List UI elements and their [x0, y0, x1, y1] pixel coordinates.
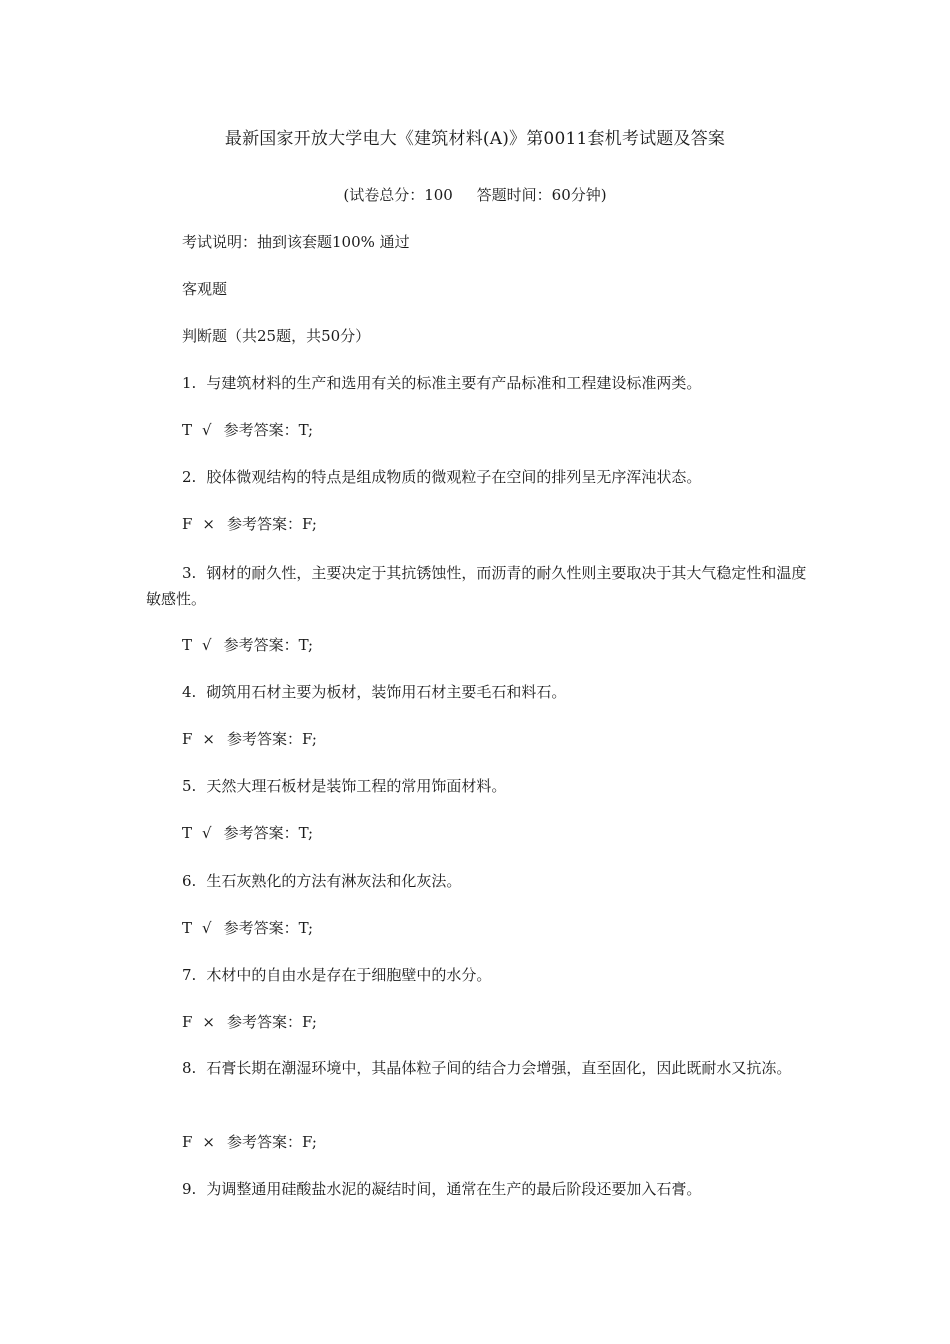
reference-answer: 参考答案：F;: [227, 1133, 317, 1151]
answer-tf: F: [182, 1133, 193, 1151]
question-3: [146, 560, 814, 612]
exam-note: 考试说明：抽到该套题100% 通过: [182, 233, 410, 251]
answer-6: [182, 917, 313, 939]
cross-icon: ×: [202, 730, 215, 748]
check-icon: √: [202, 824, 212, 842]
cross-icon: ×: [202, 515, 215, 533]
answer-1: [182, 419, 313, 441]
question-text: 石膏长期在潮湿环境中，其晶体粒子间的结合力会增强，直至固化，因此既耐水又抗冻。: [206, 1059, 792, 1077]
question-7: [182, 964, 491, 986]
answer-tf: F: [182, 1013, 193, 1031]
answer-2: [182, 513, 317, 535]
reference-answer: 参考答案：F;: [227, 515, 317, 533]
exam-meta: (试卷总分：100 答题时间：60分钟): [343, 186, 607, 204]
question-6: [182, 870, 461, 892]
document-title: 最新国家开放大学电大《建筑材料(A)》第0011套机考试题及答案: [224, 129, 726, 149]
question-4: [182, 681, 566, 703]
question-1: [182, 372, 701, 394]
question-number: 1.: [182, 374, 197, 392]
question-number: 9.: [182, 1180, 197, 1198]
question-text: 钢材的耐久性，主要决定于其抗锈蚀性，而沥青的耐久性则主要取决于其大气稳定性和温度敏感性。: [146, 564, 807, 608]
question-text: 为调整通用硅酸盐水泥的凝结时间，通常在生产的最后阶段还要加入石膏。: [206, 1180, 702, 1198]
answer-tf: F: [182, 730, 193, 748]
answer-tf: T: [182, 919, 193, 937]
answer-tf: T: [182, 636, 193, 654]
subsection-heading: 判断题（共25题，共50分）: [182, 327, 371, 345]
section-heading: 客观题: [182, 280, 228, 298]
check-icon: √: [202, 636, 212, 654]
question-number: 7.: [182, 966, 197, 984]
answer-8: [182, 1131, 317, 1153]
answer-4: [182, 728, 317, 750]
question-text: 天然大理石板材是装饰工程的常用饰面材料。: [206, 777, 507, 795]
answer-5: [182, 822, 313, 844]
question-text: 生石灰熟化的方法有淋灰法和化灰法。: [206, 872, 462, 890]
question-5: [182, 775, 506, 797]
question-9: [182, 1178, 701, 1200]
question-text: 砌筑用石材主要为板材，装饰用石材主要毛石和料石。: [206, 683, 567, 701]
answer-3: [182, 634, 313, 656]
answer-tf: T: [182, 421, 193, 439]
cross-icon: ×: [202, 1133, 215, 1151]
check-icon: √: [202, 421, 212, 439]
answer-7: [182, 1011, 317, 1033]
reference-answer: 参考答案：T;: [223, 919, 314, 937]
question-8: [146, 1055, 814, 1081]
reference-answer: 参考答案：T;: [223, 636, 314, 654]
question-text: 胶体微观结构的特点是组成物质的微观粒子在空间的排列呈无序浑沌状态。: [206, 468, 702, 486]
question-2: [182, 466, 701, 488]
question-number: 2.: [182, 468, 197, 486]
answer-tf: F: [182, 515, 193, 533]
reference-answer: 参考答案：F;: [227, 730, 317, 748]
reference-answer: 参考答案：F;: [227, 1013, 317, 1031]
question-text: 与建筑材料的生产和选用有关的标准主要有产品标准和工程建设标准两类。: [206, 374, 702, 392]
question-number: 5.: [182, 777, 197, 795]
question-number: 4.: [182, 683, 197, 701]
question-number: 6.: [182, 872, 197, 890]
check-icon: √: [202, 919, 212, 937]
reference-answer: 参考答案：T;: [223, 824, 314, 842]
reference-answer: 参考答案：T;: [223, 421, 314, 439]
answer-tf: T: [182, 824, 193, 842]
question-number: 3.: [182, 564, 197, 582]
cross-icon: ×: [202, 1013, 215, 1031]
question-text: 木材中的自由水是存在于细胞壁中的水分。: [206, 966, 492, 984]
question-number: 8.: [182, 1059, 197, 1077]
